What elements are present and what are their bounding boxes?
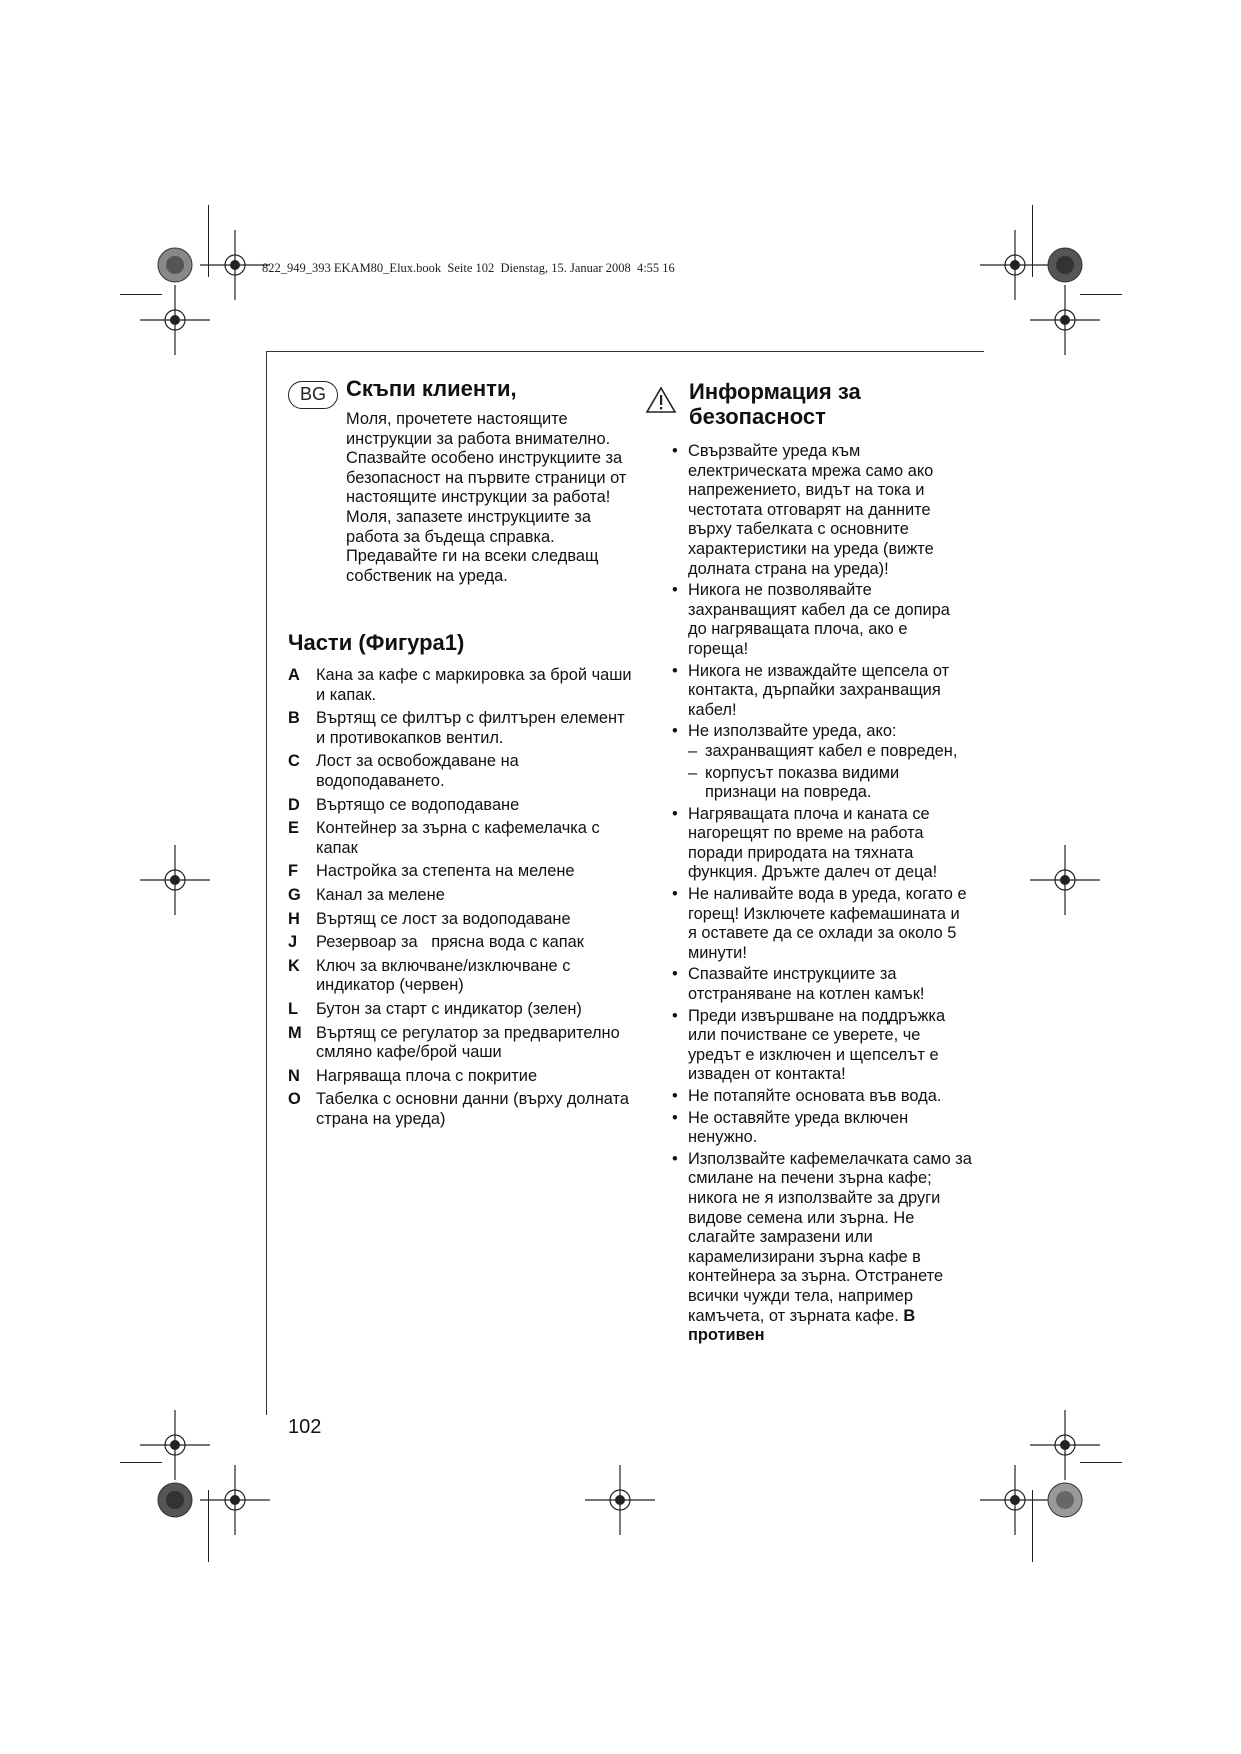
crosshair-mark-mid-right [1030,845,1100,915]
sub-list-item: – захранващият кабел е повреден, [688,742,972,762]
sub-list-item: – корпусът показва видими признаци на повреда. [688,764,972,803]
crosshair-mark-bottom-center [585,1465,655,1535]
list-item-text: Не използвайте уреда, ако: [688,722,897,741]
part-letter: K [288,956,300,975]
crop-line [1032,1490,1033,1562]
list-item [288,957,638,996]
list-item [288,819,638,858]
list-item [288,666,638,705]
list-item [288,886,638,906]
list-item [672,722,972,802]
list-item: • Преди извършване на поддръжка или почистване се уверете, че уредът е изключен и щепселът е изваден от контакта! [672,1007,972,1085]
page-frame-top-rule [266,351,984,352]
part-letter: D [288,795,300,814]
list-item-text: Използвайте кафемелачката само за смилане на печени зърна кафе; никога не я използвайте за други видове семена или зърна. Не слагайте замразени или карамелизирани зърна кафе в контейнера за зърна. Отстранете всички чужди тела, например камъчета, от зърната кафе. [688,1149,972,1325]
list-item: • Спазвайте инструкциите за отстраняване на котлен камък! [672,965,972,1004]
crosshair-mark-mid-left [140,845,210,915]
parts-title: Части (Фигура1) [288,630,465,655]
part-text: Лост за освобождаване на водоподаването. [316,752,519,790]
safety-list [672,442,972,1348]
page-frame-left-rule [266,351,267,1415]
list-item: • Никога не изваждайте щепсела от контакта, дърпайки захранващия кабел! [672,662,972,721]
safety-title: Информация за безопасност [689,379,861,429]
part-text: Настройка за степента на мелене [316,862,575,881]
list-item: • Свързвайте уреда към електрическата мрежа само ако напрежението, видът на тока и честотата отговарят на данните върху табелката с основните характеристики на уреда (вижте долната страна на уреда)! [672,442,972,579]
list-item [288,709,638,748]
list-item [288,1000,638,1020]
list-item [288,933,638,953]
list-item [288,862,638,882]
registration-mark-bottom-right [1030,1465,1100,1535]
parts-list [288,666,638,1133]
list-item: • Не наливайте вода в уреда, когато е горещ! Изключете кафемашината и я оставете да се охлади за около 5 минути! [672,885,972,963]
crop-line [1080,294,1122,295]
language-badge: BG [288,381,338,409]
intro-title: Скъпи клиенти, [346,376,517,401]
crosshair-mark-bottom-left-2 [200,1465,270,1535]
part-text: Въртящо се водоподаване [316,795,520,814]
list-item [288,752,638,791]
list-item: • Никога не позволявайте захранващият кабел да се допира до нагряващата плоча, ако е гореща! [672,581,972,659]
part-text: Въртящ се филтър с филтърен елемент и противокапков вентил. [316,709,625,747]
print-header: 822_949_393 EKAM80_Elux.book Seite 102 Dienstag, 15. Januar 2008 4:55 16 [262,261,675,275]
part-text: Нагряваща плоча с покритие [316,1066,538,1085]
crosshair-mark-top-right-2 [1030,285,1100,355]
intro-text: Моля, прочетете настоящите инструкции за работа внимателно. Спазвайте особено инструкциите за безопасност на първите страници от настоящите инструкции за работа! Моля, запазете инструкциите за работа за бъдеща справка. Предавайте ги на всеки следващ собственик на уреда. [346,410,627,585]
part-letter: B [288,709,300,728]
part-letter: A [288,666,300,684]
part-text: Канал за мелене [316,885,445,904]
part-text: Табелка с основни данни (върху долната страна на уреда) [316,1090,629,1128]
list-item [288,910,638,930]
part-text: Въртящ се регулатор за предварително смляно кафе/брой чаши [316,1023,620,1062]
crop-line [208,205,209,277]
part-letter: E [288,819,299,838]
part-text: Бутон за старт с индикатор (зелен) [316,999,582,1018]
sub-list [688,742,972,803]
part-letter: H [288,909,300,928]
list-item [288,796,638,816]
part-letter: F [288,862,299,881]
list-item: • Не потапяйте основата във вода. [672,1087,972,1107]
list-item [288,1090,638,1129]
part-text: Въртящ се лост за водоподаване [316,909,571,928]
part-letter: N [288,1066,300,1085]
crop-line [1032,205,1033,277]
part-text: Контейнер за зърна с кафемелачка с капак [316,819,600,857]
part-letter: O [288,1090,301,1109]
part-letter: G [288,885,301,904]
part-letter: J [288,933,298,952]
continued-bold-text: В противен [688,1306,916,1345]
crosshair-mark-top-left [200,230,270,300]
part-letter: L [288,999,299,1018]
part-text: Ключ за включване/изключване с индикатор (червен) [316,956,571,995]
list-item [288,1024,638,1063]
part-letter: M [288,1023,302,1042]
part-letter: C [288,752,300,771]
list-item [288,1067,638,1087]
crop-line [120,1462,162,1463]
crop-line [208,1490,209,1562]
list-item: • Не оставяйте уреда включен ненужно. [672,1109,972,1148]
warning-triangle-icon [645,386,677,414]
part-text: Резервоар за прясна вода с капак [316,933,584,952]
crop-line [1080,1462,1122,1463]
crop-line [120,294,162,295]
list-item: • Нагряващата плоча и каната се нагорещят по време на работа поради природата на тяхната функция. Дръжте далеч от деца! [672,805,972,883]
crosshair-mark-top-left-2 [140,285,210,355]
list-item [672,1150,972,1346]
page-number: 102 [288,1416,322,1438]
part-text: Кана за кафе с маркировка за брой чаши и капак. [316,666,632,704]
